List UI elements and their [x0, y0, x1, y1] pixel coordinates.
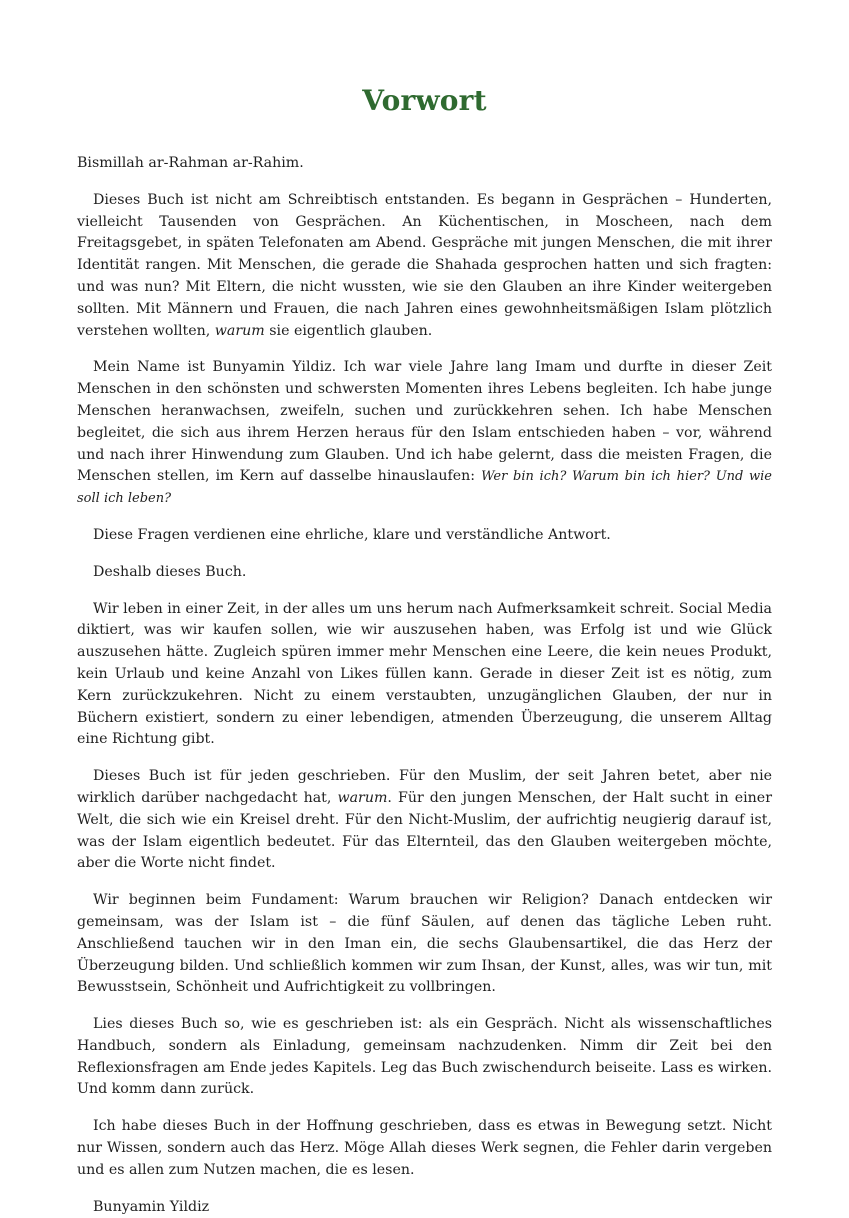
paragraph-9: Ich habe dieses Buch in der Hoffnung geschrieben, dass es etwas in Bewegung setzt. Nicht nur Wissen, sondern auch das Herz. Möge Allah dieses Werk segnen, die Fehler darin vergeben und es allen zum Nutzen machen, die es lesen.	[77, 1118, 772, 1178]
paragraph-1-text-a: Dieses Buch ist nicht am Schreibtisch entstanden. Es begann in Gesprächen – Hunderten, vielleicht Tausenden von Gesprächen. An Küchentischen, in Moscheen, nach dem Freitagsgebet, in späten Telefonaten am Abend. Gespräche mit jungen Menschen, die mit ihrer Identität rangen. Mit Menschen, die gerade die Shahada gesprochen hatten und sich fragten: und was nun? Mit Eltern, die nicht wussten, wie sie den Glauben an ihre Kinder weitergeben sollten. Mit Männern und Frauen, die nach Jahren eines gewohnheitsmäßigen Islam plötzlich verstehen wollten,	[77, 191, 772, 339]
paragraph-1-emphasis: warum	[214, 322, 265, 339]
paragraph-5: Wir leben in einer Zeit, in der alles um uns herum nach Aufmerksamkeit schreit. Social Media diktiert, was wir kaufen sollen, wie wir auszusehen haben, was Erfolg ist und wie Glück auszusehen hätte. Zugleich spüren immer mehr Menschen eine Leere, die kein neues Produkt, kein Urlaub und keine Anzahl von Likes füllen kann. Gerade in dieser Zeit ist es nötig, zum Kern zurückzukehren. Nicht zu einem verstaubten, unzugänglichen Glauben, der nur in Büchern existiert, sondern zu einer lebendigen, atmenden Überzeugung, die unserem Alltag eine Richtung gibt.	[77, 600, 772, 748]
paragraph-6	[77, 766, 772, 875]
paragraph-4: Deshalb dieses Buch.	[93, 563, 247, 580]
paragraph-6-text-b: . Für den jungen Menschen, der Halt sucht in einer Welt, die sich wie ein Kreisel dreht. Für den Nicht-Muslim, der aufrichtig neugierig darauf ist, was der Islam eigentlich bedeutet. Für das Elternteil, das den Glauben weitergeben möchte, aber die Worte nicht findet.	[77, 789, 772, 872]
paragraph-7: Wir beginnen beim Fundament: Warum brauchen wir Religion? Danach entdecken wir gemeinsam, was der Islam ist – die fünf Säulen, auf denen das tägliche Leben ruht. Anschließend tauchen wir in den Iman ein, die sechs Glaubensartikel, die das Herz der Überzeugung bilden. Und schließlich kommen wir zum Ihsan, der Kunst, alles, was wir tun, mit Bewusstsein, Schönheit und Aufrichtigkeit zu vollbringen.	[77, 892, 772, 996]
page-title: Vorwort	[362, 84, 487, 117]
paragraph-1	[77, 190, 772, 343]
paragraph-6-text-a: Dieses Buch ist für jeden geschrieben. Für den Muslim, der seit Jahren betet, aber nie wirklich darüber nachgedacht hat,	[77, 768, 772, 806]
opening-line: Bismillah ar-Rahman ar-Rahim.	[77, 155, 304, 171]
paragraph-3: Diese Fragen verdienen eine ehrliche, klare und verständliche Antwort.	[93, 526, 611, 543]
paragraph-6-emphasis: warum	[337, 789, 388, 806]
paragraph-2	[77, 357, 772, 510]
paragraph-1-text-b: sie eigentlich glauben.	[264, 322, 433, 339]
signature: Bunyamin Yildiz	[93, 1198, 210, 1215]
paragraph-8: Lies dieses Buch so, wie es geschrieben ist: als ein Gespräch. Nicht als wissenschaftliches Handbuch, sondern als Einladung, gemeinsam nachzudenken. Nimm dir Zeit bei den Reflexionsfragen am Ende jedes Kapitels. Leg das Buch zwischendurch beiseite. Lass es wirken. Und komm dann zurück.	[77, 1016, 772, 1098]
paragraph-2-questions: Wer bin ich? Warum bin ich hier? Und wie soll ich leben?	[77, 469, 772, 507]
paragraph-2-text-a: Mein Name ist Bunyamin Yildiz. Ich war viele Jahre lang Imam und durfte in dieser Zeit Menschen in den schönsten und schwersten Momenten ihres Lebens begleiten. Ich habe junge Menschen heranwachsen, zweifeln, suchen und zurückkehren sehen. Ich habe Menschen begleitet, die sich aus ihrem Herzen heraus für den Islam entschieden haben – vor, während und nach ihrer Hinwendung zum Glauben. Und ich habe gelernt, dass die meisten Fragen, die Menschen stellen, im Kern auf dasselbe hinauslaufen:	[77, 359, 772, 485]
